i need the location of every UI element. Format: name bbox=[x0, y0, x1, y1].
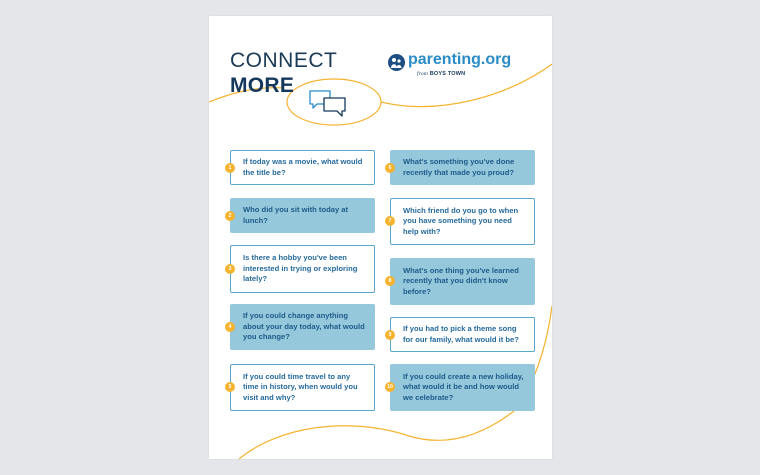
question-number-badge: 3 bbox=[225, 264, 235, 274]
question-card-8: What's one thing you've learned recently that you didn't know before? bbox=[390, 258, 535, 305]
question-number-badge: 4 bbox=[225, 322, 235, 332]
title-more: MORE bbox=[230, 74, 295, 97]
question-card-5: If you could time travel to any time in history, when would you visit and why? bbox=[230, 364, 375, 411]
question-number-badge: 2 bbox=[225, 211, 235, 221]
question-card-3: Is there a hobby you've been interested in trying or exploring lately? bbox=[230, 245, 375, 293]
question-number-badge: 10 bbox=[385, 382, 395, 392]
chat-bubbles-icon bbox=[308, 88, 348, 122]
question-number-badge: 7 bbox=[385, 216, 395, 226]
question-card-10: If you could create a new holiday, what would it be and how would we celebrate? bbox=[390, 364, 535, 411]
question-number-badge: 1 bbox=[225, 163, 235, 173]
question-card-1: If today was a movie, what would the title be? bbox=[230, 150, 375, 185]
question-number-badge: 9 bbox=[385, 330, 395, 340]
question-card-4: If you could change anything about your day today, what would you change? bbox=[230, 304, 375, 350]
question-card-7: Which friend do you go to when you have something you need help with? bbox=[390, 198, 535, 245]
question-number-badge: 6 bbox=[385, 163, 395, 173]
question-number-badge: 8 bbox=[385, 276, 395, 286]
title-connect: CONNECT bbox=[230, 49, 338, 72]
worksheet-page bbox=[209, 16, 552, 459]
parenting-org-logo bbox=[388, 52, 518, 88]
logo-family-icon bbox=[388, 54, 405, 71]
question-card-6: What's something you've done recently that made you proud? bbox=[390, 150, 535, 185]
question-number-badge: 5 bbox=[225, 382, 235, 392]
logo-subtitle: from BOYS TOWN bbox=[417, 71, 466, 77]
question-card-9: If you had to pick a theme song for our family, what would it be? bbox=[390, 317, 535, 352]
question-card-2: Who did you sit with today at lunch? bbox=[230, 198, 375, 233]
logo-name: parenting.org bbox=[408, 51, 512, 68]
